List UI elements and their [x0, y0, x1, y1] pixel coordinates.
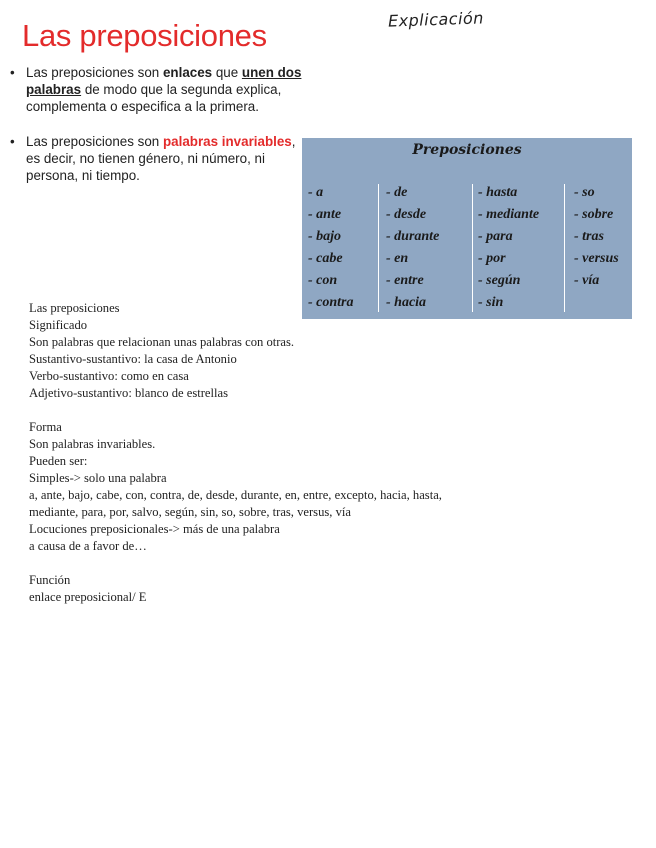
handwritten-notes — [29, 300, 442, 606]
preposition-item: - ante — [308, 207, 342, 222]
notes-line: a causa de a favor de… — [29, 539, 147, 553]
slide-title: Las preposiciones — [22, 18, 267, 53]
notes-blank-line — [29, 555, 442, 572]
notes-line: Función — [29, 573, 71, 587]
preposition-item: - entre — [386, 273, 424, 288]
preposition-item: - cabe — [308, 251, 343, 266]
preposition-item: - so — [574, 185, 595, 200]
preposition-item: - hasta — [478, 185, 518, 200]
preposition-item: - con — [308, 273, 338, 288]
prepositions-column-4 — [574, 182, 619, 292]
handwritten-note: Explicación — [387, 8, 485, 31]
bullet1-text2: que — [212, 65, 242, 80]
notes-line: mediante, para, por, salvo, según, sin, so, sobre, tras, versus, vía — [29, 505, 351, 519]
notes-blank-line — [29, 402, 442, 419]
preposition-item: - versus — [574, 251, 619, 266]
notes-line: Son palabras invariables. — [29, 437, 156, 451]
bullet-list — [8, 64, 303, 184]
bullet1-text3: de modo que la segunda explica, complementa o especifica a la primera. — [26, 82, 282, 114]
prepositions-table — [302, 138, 632, 319]
notes-line: enlace preposicional/ E — [29, 590, 147, 604]
preposition-item: - de — [386, 185, 408, 200]
prepositions-column-2 — [386, 182, 439, 314]
notes-line: Verbo-sustantivo: como en casa — [29, 369, 189, 383]
bullet-invariables — [8, 133, 303, 184]
notes-line: Locuciones preposicionales-> más de una palabra — [29, 522, 280, 536]
preposition-item: - durante — [386, 229, 440, 244]
column-divider — [378, 184, 379, 312]
preposition-item: - en — [386, 251, 409, 266]
bullet1-keyword-unen: unen dos palabras — [26, 65, 302, 97]
notes-line: Son palabras que relacionan unas palabras con otras. — [29, 335, 295, 349]
prepositions-table-title: Preposiciones — [412, 142, 522, 158]
notes-line: Adjetivo-sustantivo: blanco de estrellas — [29, 386, 229, 400]
preposition-item: - contra — [308, 295, 354, 310]
preposition-item: - a — [308, 185, 324, 200]
bullet2-text2: , es decir, no tienen género, ni número, ni persona, ni tiempo. — [26, 134, 296, 183]
preposition-item: - para — [478, 229, 513, 244]
preposition-item: - sobre — [574, 207, 614, 222]
bullet2-text1: Las preposiciones son — [26, 134, 163, 149]
bullet2-keyword-invariables: palabras invariables — [162, 134, 292, 149]
bullet-enlaces — [8, 64, 303, 115]
notes-line: Pueden ser: — [29, 454, 88, 468]
column-divider — [472, 184, 473, 312]
prepositions-column-1 — [308, 182, 354, 314]
bullet1-keyword-enlaces: enlaces — [162, 65, 213, 80]
preposition-item: - mediante — [478, 207, 540, 222]
preposition-item: - vía — [574, 273, 600, 288]
notes-line: Simples-> solo una palabra — [29, 471, 167, 485]
preposition-item: - tras — [574, 229, 604, 244]
notes-line: Sustantivo-sustantivo: la casa de Antonio — [29, 352, 237, 366]
notes-line: Forma — [29, 420, 62, 434]
prepositions-column-3 — [478, 182, 539, 314]
notes-line: Significado — [29, 318, 88, 332]
column-divider — [564, 184, 565, 312]
preposition-item: - hacia — [386, 295, 427, 310]
notes-line: a, ante, bajo, cabe, con, contra, de, desde, durante, en, entre, excepto, hacia, hasta, — [29, 488, 442, 502]
preposition-item: - por — [478, 251, 506, 266]
preposition-item: - sin — [478, 295, 504, 310]
preposition-item: - según — [478, 273, 521, 288]
preposition-item: - desde — [386, 207, 427, 222]
preposition-item: - bajo — [308, 229, 342, 244]
bullet1-text1: Las preposiciones son — [26, 65, 163, 80]
notes-line: Las preposiciones — [29, 301, 120, 315]
